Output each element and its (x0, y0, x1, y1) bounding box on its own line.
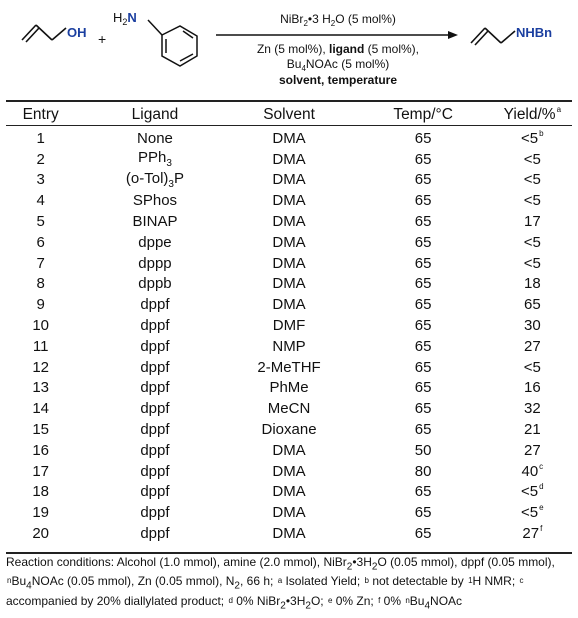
table-row (6, 253, 572, 274)
table-row (6, 149, 572, 170)
amine-h: H (113, 10, 123, 25)
entry-cell: 14 (32, 400, 50, 418)
solvent-cell: DMA (272, 254, 306, 272)
yield-cell: <5 (523, 150, 541, 168)
table-row (6, 274, 572, 295)
ligand-cell: BINAP (132, 213, 178, 231)
solvent-cell: Dioxane (261, 421, 317, 439)
table-row (6, 190, 572, 211)
yield-cell: <5 (523, 254, 541, 272)
yield-cell: <5 (523, 192, 541, 210)
yield-cell: 21 (523, 421, 541, 439)
table-row (6, 440, 572, 461)
temperature-cell: 80 (414, 462, 432, 480)
entry-cell: 8 (36, 275, 45, 293)
yield-cell: <5 (523, 233, 541, 251)
entry-cell: 11 (32, 337, 49, 355)
conditions-additive: $Bu_4NOAc$ (5 mol%) (286, 57, 390, 73)
solvent-cell: DMA (272, 129, 306, 147)
entry-cell: 3 (36, 171, 45, 189)
entry-cell: 18 (32, 483, 50, 501)
header-temperature: Temp/°C (393, 106, 453, 123)
temperature-cell: 65 (414, 483, 432, 501)
yield-cell: 16 (523, 379, 541, 397)
temperature-cell: 65 (414, 400, 432, 418)
amine-n: N (127, 10, 137, 25)
yield-cell: 27 (523, 441, 541, 459)
table-footnote: Reaction conditions: Alcohol (1.0 mmol), amine (2.0 mmol), $NiBr_2•3H_2O$ (0.05 mmol), dppf (0.05 mmol), $^nBu_4NOAc$ (0.05 mmol), Zn (0.05 mmol), $N_2$, 66 h; $^a$ Isolated Yield; $^b$ not detectable by $^1$H NMR; $^c$ accompanied by 20% diallylated product; $^d$ 0% $NiBr_2•3H_2O$; $^e$ 0% Zn; $^f$ 0% $^nBu_4NOAc$ (6, 555, 555, 612)
solvent-cell: DMA (272, 192, 306, 210)
temperature-cell: 65 (414, 525, 432, 543)
solvent-cell: DMA (272, 483, 306, 501)
solvent-cell: DMA (272, 275, 306, 293)
yield-cell: 18 (523, 275, 541, 293)
temperature-cell: 65 (414, 233, 432, 251)
temperature-cell: 65 (414, 171, 432, 189)
temperature-cell: 65 (414, 129, 432, 147)
solvent-cell: DMA (272, 462, 306, 480)
table-row (6, 357, 572, 378)
conditions-catalyst: NiBr$_2$•3 $H_2O$ (5 mol%) (280, 12, 396, 28)
temperature-cell: 65 (414, 358, 432, 376)
table-row (6, 419, 572, 440)
yield-cell: 32 (523, 400, 541, 418)
ligand-cell: dppf (140, 441, 170, 459)
temperature-cell: 65 (414, 213, 432, 231)
yield-cell: $<5^d$ (521, 482, 544, 501)
entry-cell: 19 (32, 504, 50, 522)
table-row (6, 502, 572, 523)
entry-cell: 2 (36, 150, 45, 168)
temperature-cell: 65 (414, 379, 432, 397)
solvent-cell: DMA (272, 233, 306, 251)
ligand-cell: $(o-Tol)_3P$ (125, 169, 184, 190)
ligand-cell: dppf (140, 483, 170, 501)
solvent-cell: DMA (272, 150, 306, 168)
table-row (6, 294, 572, 315)
table-header-row (6, 104, 572, 126)
entry-cell: 6 (36, 233, 45, 251)
entry-cell: 4 (36, 192, 45, 210)
ligand-cell: dppf (140, 504, 170, 522)
allyl-alcohol-structure (22, 25, 66, 42)
entry-cell: 17 (32, 462, 50, 480)
header-ligand: Ligand (131, 106, 179, 123)
reaction-arrow (216, 31, 458, 39)
table-row (6, 336, 572, 357)
svg-text:H2N (113, 10, 137, 27)
table-row (6, 170, 572, 191)
ligand-cell: dppf (140, 317, 170, 335)
temperature-cell: 65 (414, 317, 432, 335)
ligand-cell: SPhos (132, 192, 178, 210)
allylamine-product-structure (471, 28, 515, 45)
entry-cell: 15 (32, 421, 50, 439)
entry-cell: 9 (36, 296, 45, 314)
ligand-cell: dppf (140, 421, 170, 439)
temperature-cell: 65 (414, 296, 432, 314)
yield-cell: 65 (523, 296, 541, 314)
table-row (6, 482, 572, 503)
yield-cell: 30 (523, 317, 541, 335)
table-row (6, 128, 572, 149)
temperature-cell: 50 (414, 441, 432, 459)
solvent-cell: DMA (272, 213, 306, 231)
solvent-cell: DMF (272, 317, 306, 335)
table-top-rule (6, 100, 572, 102)
ligand-cell: dppf (140, 462, 170, 480)
header-entry: Entry (22, 106, 59, 123)
temperature-cell: 65 (414, 504, 432, 522)
optimization-table (6, 104, 572, 544)
ligand-cell: dppf (140, 400, 170, 418)
product-amine-label: NHBn (516, 25, 553, 40)
temperature-cell: 65 (414, 275, 432, 293)
entry-cell: 12 (32, 358, 50, 376)
ligand-cell: dppf (140, 296, 170, 314)
hydroxyl-label: OH (67, 25, 87, 40)
ligand-cell: dppf (140, 525, 170, 543)
temperature-cell: 65 (414, 254, 432, 272)
solvent-cell: DMA (272, 525, 306, 543)
entry-cell: 7 (36, 254, 45, 272)
plus-sign: + (98, 31, 107, 47)
table-row (6, 398, 572, 419)
entry-cell: 16 (32, 441, 50, 459)
conditions-solvent-temperature: solvent, temperature (278, 73, 398, 87)
solvent-cell: MeCN (267, 400, 311, 418)
table-bottom-rule (6, 552, 572, 554)
temperature-cell: 65 (414, 192, 432, 210)
benzylamine-structure (113, 10, 197, 66)
solvent-cell: PhMe (269, 379, 309, 397)
solvent-cell: DMA (272, 504, 306, 522)
ligand-cell: dppe (138, 233, 172, 251)
solvent-cell: DMA (272, 441, 306, 459)
reaction-scheme (0, 0, 578, 100)
entry-cell: 13 (32, 379, 50, 397)
yield-cell: 27 (523, 337, 541, 355)
temperature-cell: 65 (414, 337, 432, 355)
ligand-cell: dppf (140, 337, 170, 355)
header-solvent: Solvent (263, 106, 315, 123)
ligand-cell: dppb (138, 275, 172, 293)
table-row (6, 378, 572, 399)
ligand-cell: PPh$_3$ (137, 149, 172, 170)
yield-cell: 27$^f$ (522, 524, 543, 543)
ligand-cell: dppf (140, 379, 170, 397)
table-row (6, 232, 572, 253)
entry-cell: 10 (32, 317, 50, 335)
conditions-reductant-ligand: Zn (5 mol%), ligand (5 mol%), (256, 42, 420, 56)
yield-cell: $<5^b$ (521, 128, 544, 147)
entry-cell: 1 (36, 129, 45, 147)
yield-cell: <5 (523, 171, 541, 189)
solvent-cell: NMP (272, 337, 306, 355)
temperature-cell: 65 (414, 150, 432, 168)
ligand-cell: dppp (138, 254, 172, 272)
yield-cell: $<5^e$ (521, 503, 544, 522)
entry-cell: 5 (36, 213, 45, 231)
solvent-cell: 2-MeTHF (257, 358, 321, 376)
header-yield: Yield/%$^a$ (503, 105, 562, 123)
table-row (6, 315, 572, 336)
ligand-cell: None (137, 129, 173, 147)
solvent-cell: DMA (272, 296, 306, 314)
table-row (6, 523, 572, 544)
ligand-cell: dppf (140, 358, 170, 376)
solvent-cell: DMA (272, 171, 306, 189)
amine-h-sub: 2 (122, 17, 128, 27)
yield-cell: 17 (523, 213, 541, 231)
yield-cell: <5 (523, 358, 541, 376)
yield-cell: 40$^c$ (521, 461, 544, 480)
table-row (6, 211, 572, 232)
entry-cell: 20 (32, 525, 50, 543)
table-row (6, 461, 572, 482)
temperature-cell: 65 (414, 421, 432, 439)
